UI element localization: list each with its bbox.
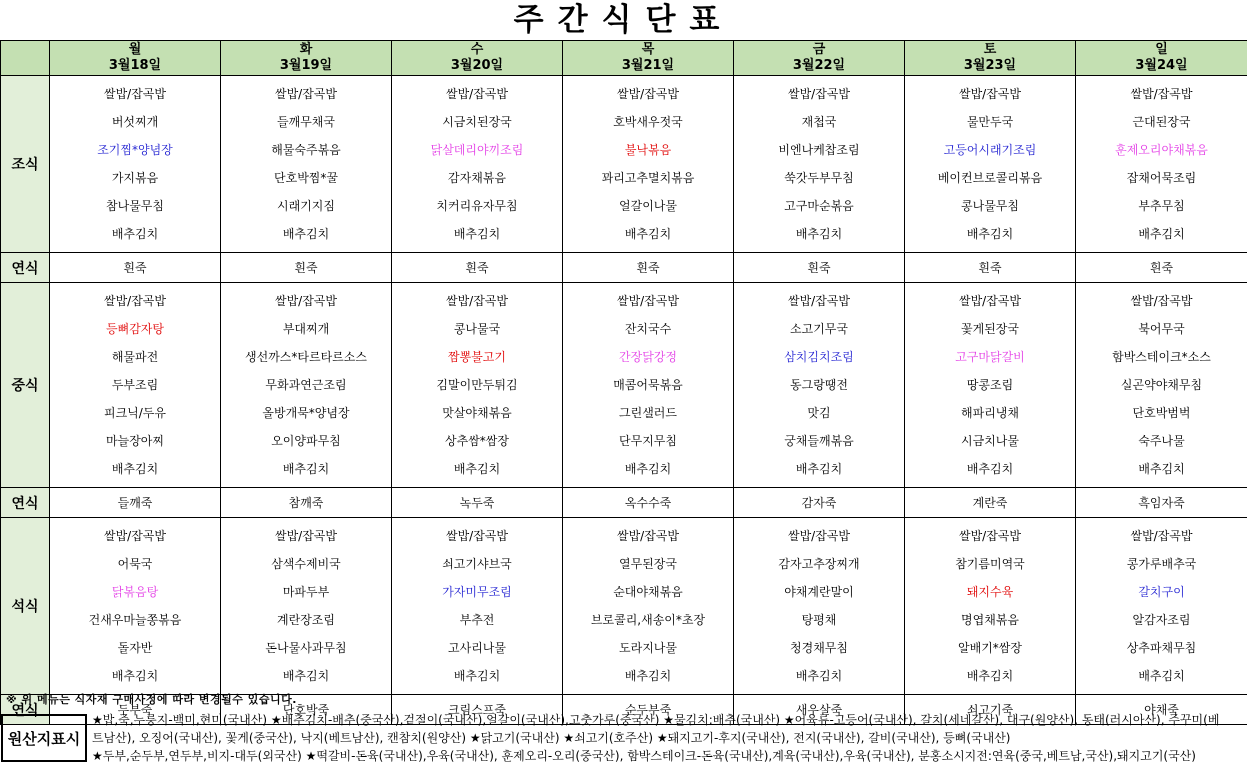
menu-item: 소고기무국 xyxy=(790,322,848,336)
menu-item: 짬뽕불고기 xyxy=(448,350,506,364)
menu-cell xyxy=(221,283,392,488)
menu-item: 쌀밥/잡곡밥 xyxy=(616,87,679,101)
corner-cell xyxy=(1,41,50,76)
menu-item: 시금치된장국 xyxy=(442,115,512,129)
menu-cell xyxy=(563,283,734,488)
soft-diet-cell: 쇠고기죽 xyxy=(905,695,1076,725)
menu-item: 들깨무채국 xyxy=(277,115,335,129)
menu-item: 브로콜리,새송이*초장 xyxy=(590,613,706,627)
menu-cell xyxy=(50,76,221,253)
menu-item: 쌀밥/잡곡밥 xyxy=(958,294,1021,308)
menu-cell xyxy=(221,76,392,253)
meal-row xyxy=(1,283,1247,488)
menu-item: 꽈리고추멸치볶음 xyxy=(601,171,695,185)
menu-item: 콩나물국 xyxy=(453,322,501,336)
menu-item: 마늘장아찌 xyxy=(106,434,164,448)
meal-label: 석식 xyxy=(1,518,50,695)
menu-item: 쌀밥/잡곡밥 xyxy=(445,87,508,101)
menu-item: 잡채어묵조림 xyxy=(1126,171,1197,185)
menu-item: 생선까스*타르타르소스 xyxy=(245,350,367,364)
menu-item: 고사리나물 xyxy=(448,641,506,655)
menu-item: 쌀밥/잡곡밥 xyxy=(958,529,1021,543)
menu-item: 쌀밥/잡곡밥 xyxy=(1130,529,1193,543)
soft-diet-cell: 흰죽 xyxy=(1076,253,1247,283)
menu-item: 쌀밥/잡곡밥 xyxy=(274,294,337,308)
menu-item: 쌀밥/잡곡밥 xyxy=(787,529,850,543)
menu-item: 명엽채볶음 xyxy=(961,613,1019,627)
menu-cell xyxy=(905,518,1076,695)
soft-diet-cell: 야채죽 xyxy=(1076,695,1247,725)
menu-cell xyxy=(392,283,563,488)
soft-diet-row xyxy=(1,488,1247,518)
menu-item: 배추김치 xyxy=(1138,669,1185,683)
menu-item: 해물숙주볶음 xyxy=(271,143,341,157)
menu-item: 치커리유자무침 xyxy=(436,199,518,213)
meal-row xyxy=(1,518,1247,695)
soft-diet-cell: 크림스프죽 xyxy=(392,695,563,725)
soft-diet-cell: 새우살죽 xyxy=(734,695,905,725)
menu-item: 배추김치 xyxy=(282,669,330,683)
origin-info xyxy=(92,711,1244,765)
menu-item: 훈제오리야채볶음 xyxy=(1115,143,1208,157)
menu-item: 단호박범벅 xyxy=(1132,406,1191,420)
menu-cell xyxy=(734,76,905,253)
day-header: 수 3월20일 xyxy=(392,41,563,76)
menu-item: 피크닉/두유 xyxy=(103,406,166,420)
soft-diet-cell: 들깨죽 xyxy=(50,488,221,518)
menu-cell xyxy=(563,518,734,695)
meal-label: 조식 xyxy=(1,76,50,253)
menu-item: 불낙볶음 xyxy=(624,143,672,157)
menu-item: 삼치김치조림 xyxy=(784,350,854,364)
menu-item: 재첩국 xyxy=(801,115,837,129)
meal-label: 중식 xyxy=(1,283,50,488)
soft-diet-cell: 녹두죽 xyxy=(392,488,563,518)
soft-diet-cell: 흑임자죽 xyxy=(1076,488,1247,518)
day-header: 목 3월21일 xyxy=(563,41,734,76)
menu-item: 단호박찜*꿀 xyxy=(274,171,338,185)
menu-item: 부추무침 xyxy=(1138,199,1185,213)
menu-item: 삼색수제비국 xyxy=(271,557,341,571)
menu-item: 배추김치 xyxy=(795,227,843,241)
menu-cell xyxy=(734,518,905,695)
menu-item: 실곤약야채무침 xyxy=(1120,378,1203,392)
day-header: 일 3월24일 xyxy=(1076,41,1247,76)
menu-cell xyxy=(734,283,905,488)
soft-diet-row xyxy=(1,253,1247,283)
menu-item: 고등어시래기조림 xyxy=(943,143,1037,157)
soft-diet-cell: 옥수수죽 xyxy=(563,488,734,518)
menu-item: 콩가루배추국 xyxy=(1126,557,1197,571)
menu-item: 근대된장국 xyxy=(1132,115,1191,129)
menu-item: 호박새우젓국 xyxy=(613,115,683,129)
menu-item: 쑥갓두부무침 xyxy=(784,171,854,185)
menu-item: 배추김치 xyxy=(1138,462,1185,476)
menu-item: 숙주나물 xyxy=(1138,434,1185,448)
menu-item: 배추김치 xyxy=(795,669,843,683)
menu-item: 콩나물무침 xyxy=(961,199,1019,213)
menu-item: 쌀밥/잡곡밥 xyxy=(274,87,337,101)
menu-cell xyxy=(221,518,392,695)
menu-item: 무화과연근조림 xyxy=(265,378,347,392)
menu-cell xyxy=(1076,283,1247,488)
meal-label: 연식 xyxy=(1,253,50,283)
menu-item: 탕평채 xyxy=(801,613,837,627)
menu-item: 쌀밥/잡곡밥 xyxy=(445,529,508,543)
menu-item: 마파두부 xyxy=(282,585,330,599)
day-header: 금 3월22일 xyxy=(734,41,905,76)
menu-item: 상추쌈*쌈장 xyxy=(445,434,509,448)
menu-item: 돼지수육 xyxy=(966,585,1014,599)
menu-item: 닭살데리야끼조림 xyxy=(430,143,524,157)
menu-item: 두부조림 xyxy=(111,378,159,392)
weekly-menu-table xyxy=(0,40,1247,725)
menu-item: 얼갈이나물 xyxy=(619,199,677,213)
menu-item: 쌀밥/잡곡밥 xyxy=(616,529,679,543)
menu-item: 그린샐러드 xyxy=(619,406,677,420)
menu-item: 닭볶음탕 xyxy=(111,585,159,599)
soft-diet-cell: 계란죽 xyxy=(905,488,1076,518)
menu-item: 배추김치 xyxy=(282,462,330,476)
menu-item: 부대찌개 xyxy=(282,322,330,336)
menu-cell xyxy=(905,76,1076,253)
menu-item: 열무된장국 xyxy=(619,557,677,571)
menu-item: 시금치나물 xyxy=(961,434,1019,448)
menu-item: 단무지무침 xyxy=(619,434,677,448)
origin-line: ★두부,순두부,연두부,비지-대두(외국산) ★떡갈비-돈육(국내산),우육(국내산), 훈제오리-오리(중국산), 함박스테이크-돈육(국내산),계육(국내산),우육(국내산), 분홍소시지전:연육(중국,베트남,국산),돼지고기(국산) xyxy=(92,749,1196,763)
origin-line: 트남산), 오징어(국내산), 꽃게(중국산), 낙지(베트남산), 캔참치(원양산) ★닭고기(국내산) ★쇠고기(호주산) ★돼지고기-후지(국내산), 전지(국내산), 갈비(국내산), 등뼈(국내산) xyxy=(92,731,1011,745)
menu-item: 배추김치 xyxy=(453,227,501,241)
menu-item: 배추김치 xyxy=(453,462,501,476)
menu-item: 맛살야채볶음 xyxy=(442,406,512,420)
menu-item: 갈치구이 xyxy=(1138,585,1185,599)
menu-item: 비엔나케찹조림 xyxy=(778,143,860,157)
menu-item: 오이양파무침 xyxy=(271,434,341,448)
menu-item: 매콤어묵볶음 xyxy=(613,378,683,392)
menu-item: 시래기지짐 xyxy=(277,199,335,213)
menu-item: 땅콩조림 xyxy=(966,378,1014,392)
menu-item: 순대야채볶음 xyxy=(613,585,683,599)
menu-item: 쌀밥/잡곡밥 xyxy=(787,294,850,308)
menu-item: 쌀밥/잡곡밥 xyxy=(103,294,166,308)
menu-item: 버섯찌개 xyxy=(111,115,159,129)
menu-item: 감자고추장찌개 xyxy=(778,557,860,571)
day-header: 월 3월18일 xyxy=(50,41,221,76)
menu-item: 잔치국수 xyxy=(624,322,672,336)
menu-item: 쌀밥/잡곡밥 xyxy=(103,87,166,101)
menu-item: 계란장조림 xyxy=(277,613,335,627)
menu-item: 청경채무침 xyxy=(790,641,848,655)
menu-item: 상추파채무침 xyxy=(1126,641,1197,655)
change-notice: ※ 위 메뉴는 식자재 구매사정에 따라 변경될수 있습니다. xyxy=(6,693,297,706)
menu-item: 돈나물사과무침 xyxy=(265,641,347,655)
menu-item: 배추김치 xyxy=(111,227,159,241)
menu-item: 등뼈감자탕 xyxy=(106,322,164,336)
menu-item: 배추김치 xyxy=(795,462,843,476)
menu-item: 맛김 xyxy=(807,406,831,420)
menu-item: 배추김치 xyxy=(966,462,1014,476)
menu-item: 꽃게된장국 xyxy=(961,322,1019,336)
day-header: 토 3월23일 xyxy=(905,41,1076,76)
page-title: 주간식단표 xyxy=(513,2,734,38)
menu-item: 건새우마늘쫑볶음 xyxy=(88,613,182,627)
menu-item: 조기찜*양념장 xyxy=(97,143,173,157)
menu-item: 알배기*쌈장 xyxy=(958,641,1022,655)
day-header: 화 3월19일 xyxy=(221,41,392,76)
menu-item: 배추김치 xyxy=(624,669,672,683)
menu-item: 쌀밥/잡곡밥 xyxy=(787,87,850,101)
menu-item: 물만두국 xyxy=(966,115,1014,129)
menu-item: 쌀밥/잡곡밥 xyxy=(445,294,508,308)
menu-item: 배추김치 xyxy=(624,462,672,476)
menu-item: 참기름미역국 xyxy=(955,557,1025,571)
menu-item: 돌자반 xyxy=(117,641,153,655)
soft-diet-cell: 참깨죽 xyxy=(221,488,392,518)
menu-item: 간장닭강정 xyxy=(619,350,677,364)
menu-item: 배추김치 xyxy=(282,227,330,241)
menu-cell xyxy=(392,76,563,253)
menu-item: 감자채볶음 xyxy=(448,171,506,185)
menu-item: 배추김치 xyxy=(111,462,159,476)
menu-item: 도라지나물 xyxy=(619,641,677,655)
menu-cell xyxy=(392,518,563,695)
soft-diet-cell: 흰죽 xyxy=(392,253,563,283)
menu-item: 베이컨브로콜리볶음 xyxy=(937,171,1043,185)
soft-diet-cell: 두부죽 xyxy=(50,695,221,725)
menu-cell xyxy=(50,283,221,488)
soft-diet-cell: 흰죽 xyxy=(905,253,1076,283)
menu-item: 고구마순볶음 xyxy=(784,199,854,213)
menu-item: 해파리냉채 xyxy=(961,406,1019,420)
menu-item: 함박스테이크*소스 xyxy=(1112,350,1211,364)
soft-diet-cell: 감자죽 xyxy=(734,488,905,518)
menu-item: 배추김치 xyxy=(624,227,672,241)
menu-item: 가자미무조림 xyxy=(442,585,512,599)
origin-line: ★밥,죽,누룽지-백미,현미(국내산) ★배추김치-배추(중국산),겉절이(국내산),얼갈이(국내산),고춧가루(중국산) ★물김치:배추(국내산) ★어육류-고등어(국내산), 갈치(세네갈산), 대구(원양산), 동태(러시아산), 주꾸미(베 xyxy=(92,713,1220,727)
soft-diet-cell: 단호박죽 xyxy=(221,695,392,725)
meal-label: 연식 xyxy=(1,488,50,518)
menu-cell xyxy=(905,283,1076,488)
menu-item: 해물파전 xyxy=(111,350,159,364)
menu-item: 배추김치 xyxy=(966,227,1014,241)
menu-item: 배추김치 xyxy=(966,669,1014,683)
menu-item: 쌀밥/잡곡밥 xyxy=(616,294,679,308)
menu-item: 고구마닭갈비 xyxy=(955,350,1025,364)
menu-item: 쌀밥/잡곡밥 xyxy=(958,87,1021,101)
soft-diet-cell: 흰죽 xyxy=(221,253,392,283)
menu-item: 동그랑땡전 xyxy=(790,378,848,392)
menu-item: 쇠고기샤브국 xyxy=(442,557,512,571)
menu-item: 쌀밥/잡곡밥 xyxy=(1130,87,1193,101)
menu-item: 참나물무침 xyxy=(106,199,164,213)
menu-item: 알감자조림 xyxy=(1132,613,1191,627)
menu-item: 김말이만두튀김 xyxy=(436,378,518,392)
menu-cell xyxy=(1076,518,1247,695)
meal-row xyxy=(1,76,1247,253)
menu-item: 궁채들깨볶음 xyxy=(784,434,854,448)
menu-item: 어묵국 xyxy=(117,557,153,571)
origin-label: 원산지표시 xyxy=(1,714,87,762)
menu-item: 배추김치 xyxy=(111,669,159,683)
menu-item: 북어무국 xyxy=(1138,322,1185,336)
soft-diet-cell: 흰죽 xyxy=(563,253,734,283)
menu-item: 쌀밥/잡곡밥 xyxy=(274,529,337,543)
menu-item: 올방개묵*양념장 xyxy=(262,406,350,420)
menu-item: 부추전 xyxy=(459,613,495,627)
soft-diet-cell: 흰죽 xyxy=(734,253,905,283)
menu-cell xyxy=(50,518,221,695)
menu-item: 쌀밥/잡곡밥 xyxy=(1130,294,1193,308)
soft-diet-cell: 흰죽 xyxy=(50,253,221,283)
menu-cell xyxy=(1076,76,1247,253)
menu-cell xyxy=(563,76,734,253)
soft-diet-cell: 순두부죽 xyxy=(563,695,734,725)
day-header-row xyxy=(1,41,1247,76)
menu-item: 배추김치 xyxy=(453,669,501,683)
menu-item: 야채계란말이 xyxy=(784,585,854,599)
menu-item: 쌀밥/잡곡밥 xyxy=(103,529,166,543)
menu-item: 배추김치 xyxy=(1138,227,1185,241)
menu-item: 가지볶음 xyxy=(111,171,159,185)
meal-label: 연식 xyxy=(1,695,50,725)
